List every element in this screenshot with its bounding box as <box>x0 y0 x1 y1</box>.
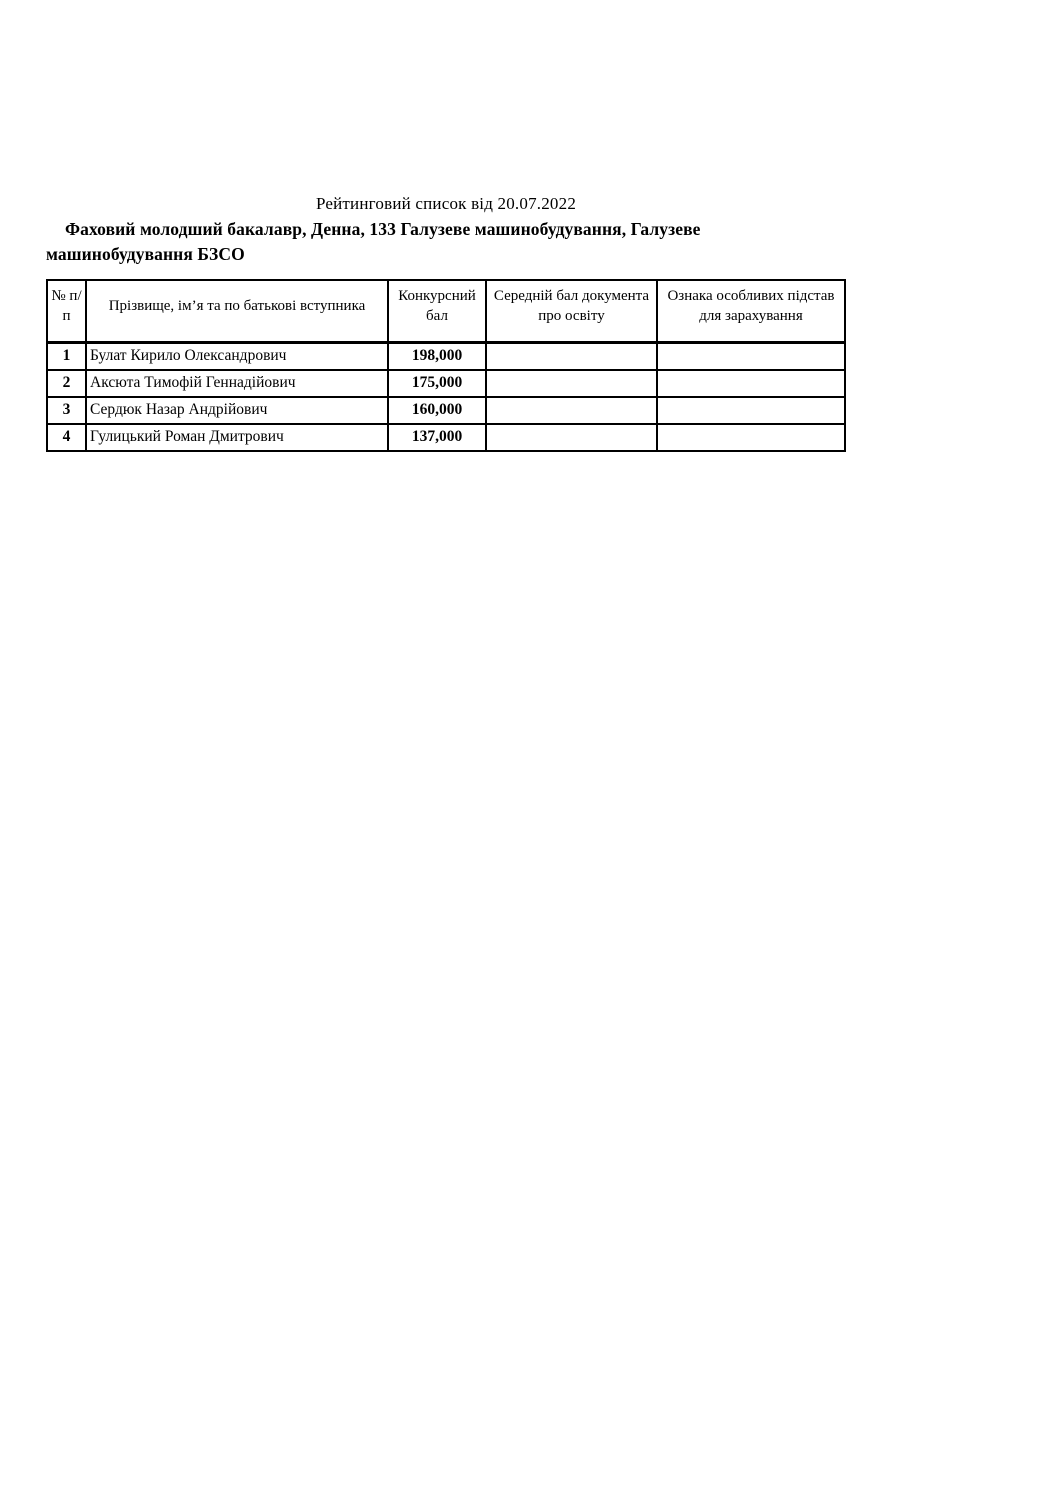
avg-score-cell <box>486 370 657 397</box>
applicant-name: Булат Кирило Олександрович <box>86 343 388 370</box>
header-number: № п/п <box>47 280 86 343</box>
table-row <box>47 343 845 370</box>
applicant-name: Гулицький Роман Дмитрович <box>86 424 388 451</box>
special-grounds-cell <box>657 343 845 370</box>
competitive-score: 137,000 <box>388 424 486 451</box>
header-name: Прізвище, ім’я та по батькові вступника <box>86 280 388 343</box>
table-row <box>47 397 845 424</box>
avg-score-cell <box>486 397 657 424</box>
header-avg-score: Середній бал документа про освіту <box>486 280 657 343</box>
competitive-score: 198,000 <box>388 343 486 370</box>
rating-table <box>46 279 846 452</box>
competitive-score: 160,000 <box>388 397 486 424</box>
rating-table-header <box>47 280 845 343</box>
applicant-name: Аксюта Тимофій Геннадійович <box>86 370 388 397</box>
row-number: 2 <box>47 370 86 397</box>
table-row <box>47 424 845 451</box>
row-number: 4 <box>47 424 86 451</box>
header-special-grounds: Ознака особливих підстав для зарахування <box>657 280 845 343</box>
header-row <box>47 280 845 343</box>
avg-score-cell <box>486 424 657 451</box>
table-row <box>47 370 845 397</box>
row-number: 3 <box>47 397 86 424</box>
special-grounds-cell <box>657 424 845 451</box>
avg-score-cell <box>486 343 657 370</box>
applicant-name: Сердюк Назар Андрійович <box>86 397 388 424</box>
document-content <box>46 192 846 452</box>
competitive-score: 175,000 <box>388 370 486 397</box>
header-score: Конкурсний бал <box>388 280 486 343</box>
rating-table-body <box>47 343 845 451</box>
special-grounds-cell <box>657 370 845 397</box>
page-title: Рейтинговий список від 20.07.2022 <box>315 194 577 213</box>
special-grounds-cell <box>657 397 845 424</box>
page-subtitle: Фаховий молодший бакалавр, Денна, 133 Галузеве машинобудування, Галузеве машинобудування БЗСО <box>46 219 701 264</box>
row-number: 1 <box>47 343 86 370</box>
